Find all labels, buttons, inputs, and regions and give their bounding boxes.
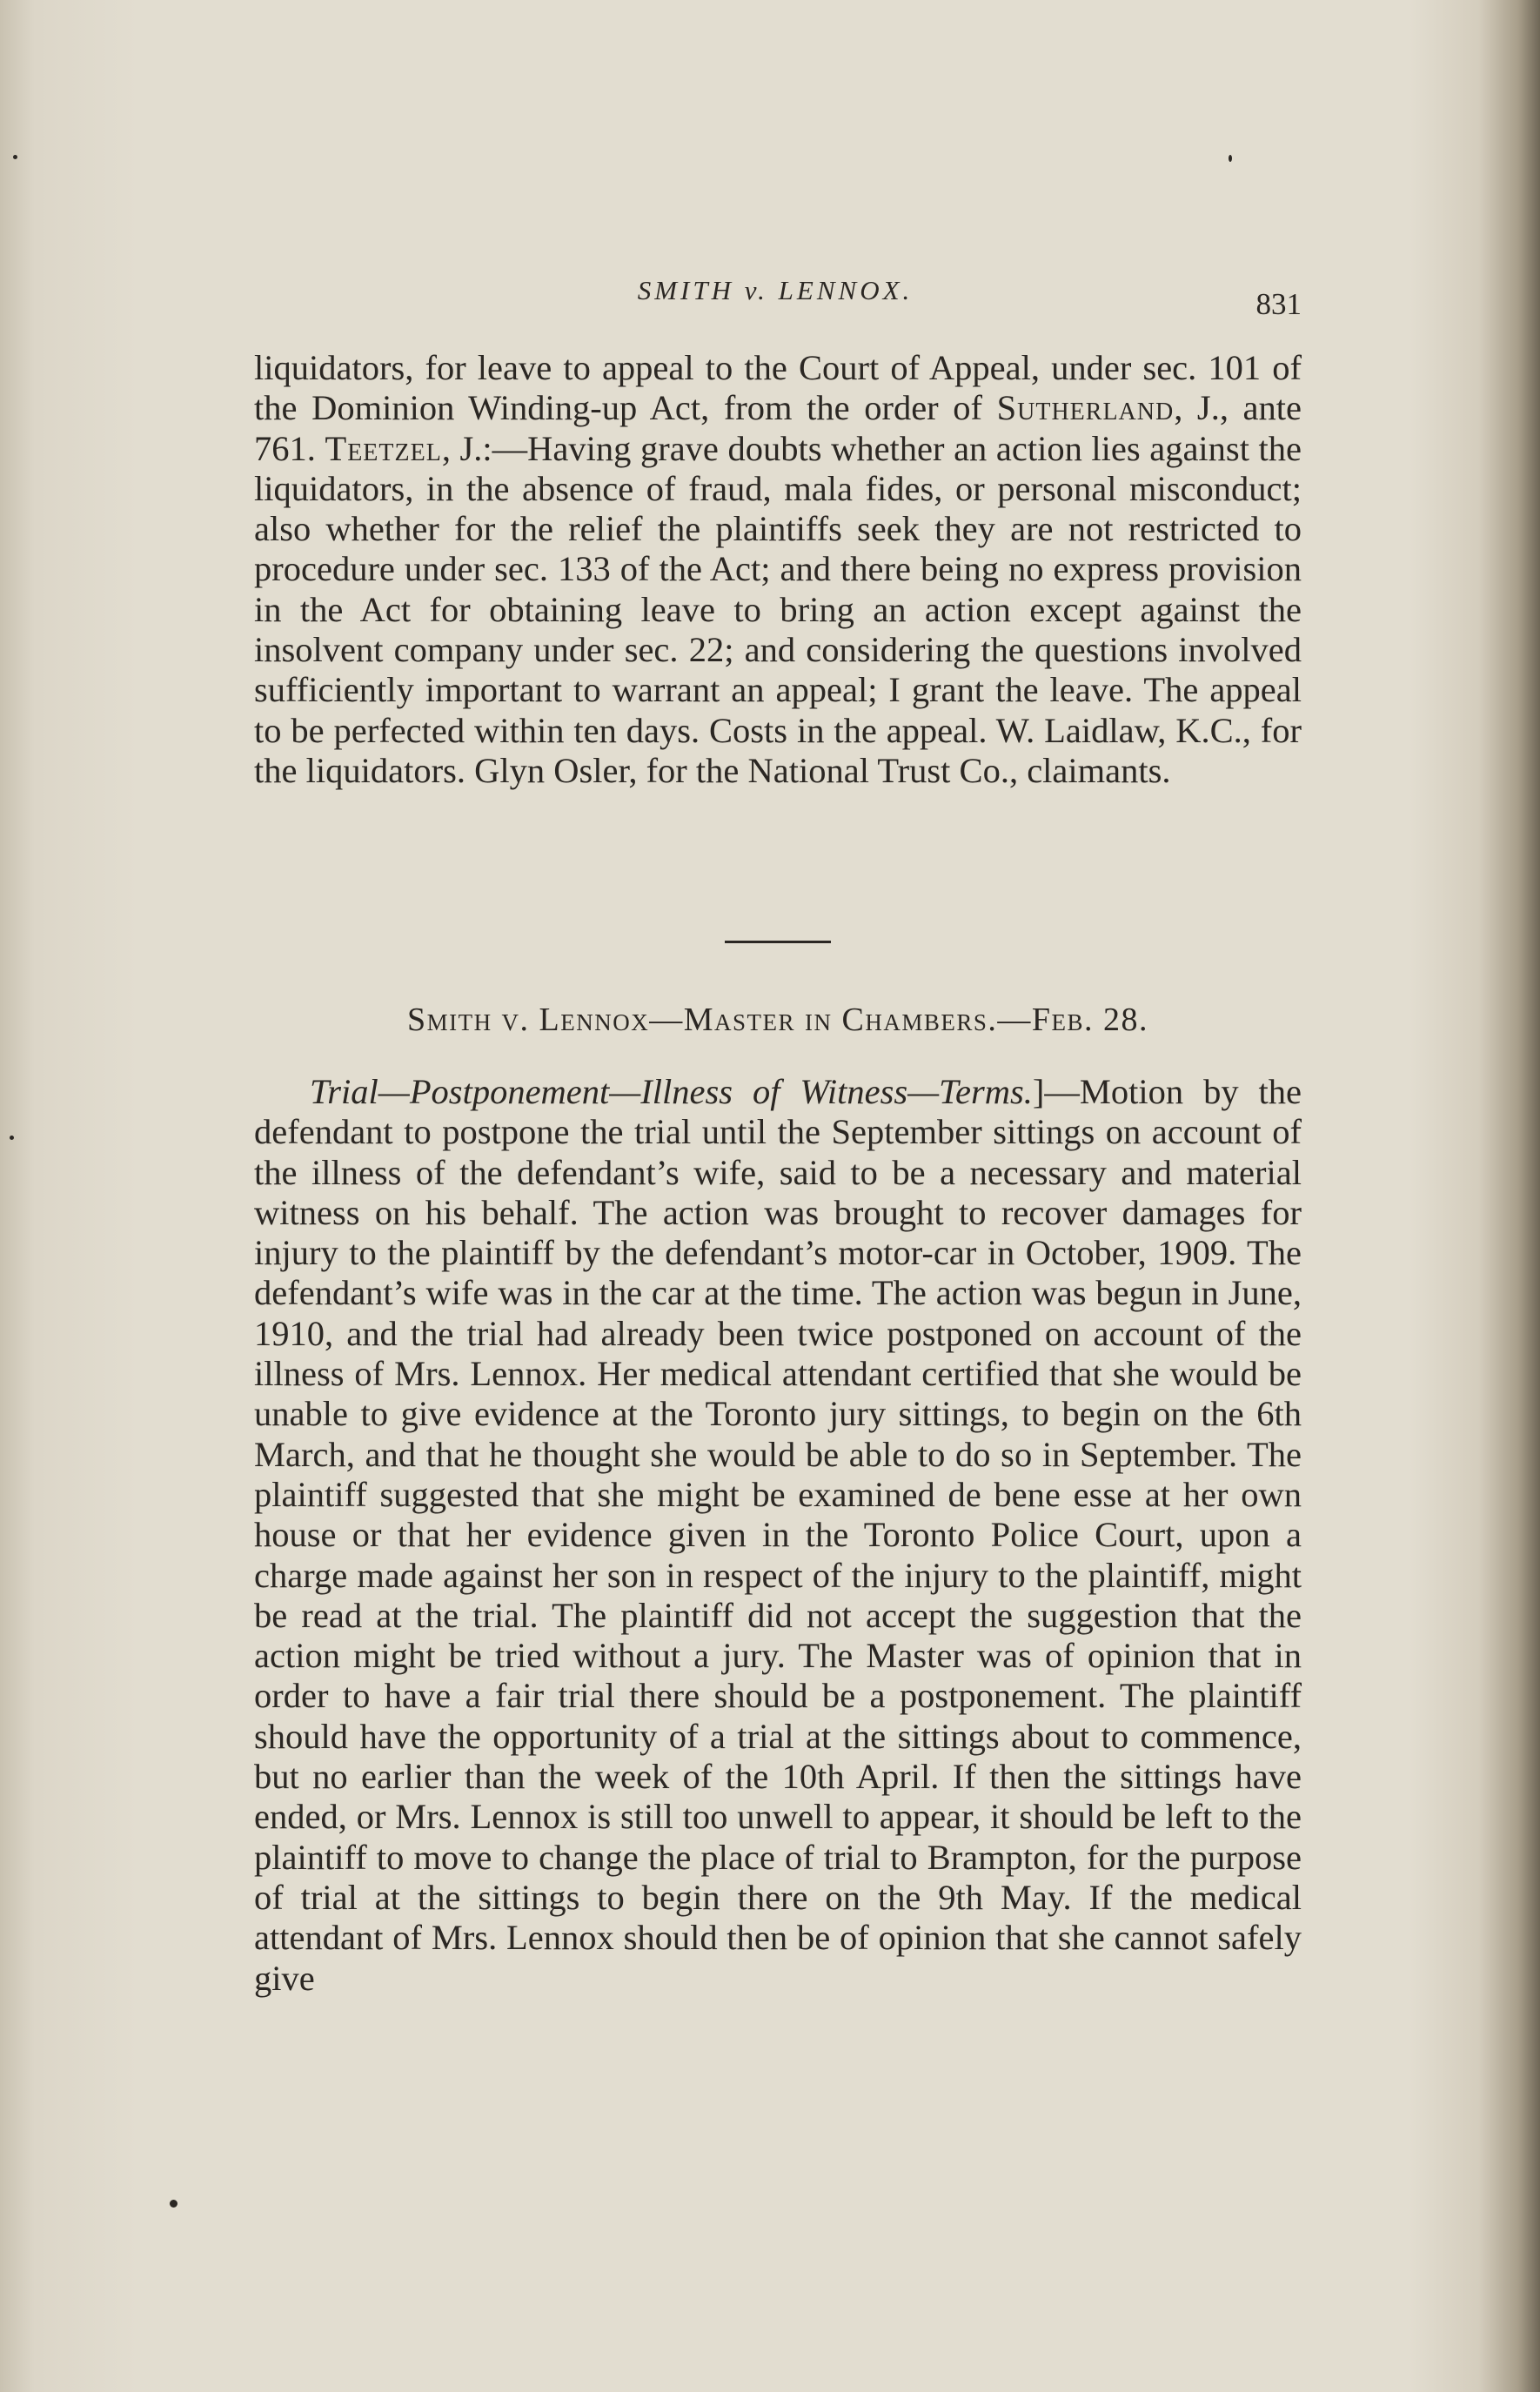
paragraph xyxy=(254,348,1302,791)
judge-name: Teetzel xyxy=(325,428,442,468)
judge-name: Sutherland xyxy=(996,388,1175,428)
page-number: 831 xyxy=(1255,287,1302,321)
paper-speck xyxy=(13,155,17,159)
paper-speck xyxy=(1229,155,1232,162)
paper-speck xyxy=(10,1136,14,1140)
text-run: , J.:—Having grave doubts whether an action lies against the liquidators, in the absence of fraud, mala fides, or personal misconduct; also whether for the relief the plaintiffs seek they are not restricted to procedure under sec. 133 of the Act; and there being no express provision in the Act for obtaining leave to bring an action except against the insolvent company under sec. 22; and considering the questions involved sufficiently important to warrant an appeal; I grant the leave. The appeal to be perfected within ten days. Costs in the appeal. W. Laidlaw, K.C., for the liquidators. Glyn Osler, for the National Trust Co., claimants. xyxy=(254,428,1302,790)
paragraph xyxy=(254,1072,1302,1999)
case-heading: Smith v. Lennox—Master in Chambers.—Feb. 28. xyxy=(406,1002,1149,1038)
text-run: ]—Motion by the defendant to postpone the trial until the September sittings on account of the illness of the defendant’s wife, said to be a necessary and material witness on his behalf. The action was brought to recover damages for injury to the plaintiff by the defendant’s motor-car in October, 1909. The defendant’s wife was in the car at the time. The action was begun in June, 1910, and the trial had already been twice postponed on account of the illness of Mrs. Lennox. Her medical attendant certified that she would be unable to give evidence at the Toronto jury sittings, to begin on the 6th March, and that he thought she would be able to do so in September. The plaintiff suggested that she might be examined de bene esse at her own house or that her evidence given in the Toronto Police Court, upon a charge made against her son in respect of the injury to the plaintiff, might be read at the trial. The plaintiff did not accept the suggestion that the action might be tried without a jury. The Master was of opinion that in order to have a fair trial there should be a postponement. The plaintiff should have the opportunity of a trial at the sittings about to commence, but no earlier than the week of the 10th April. If then the sittings have ended, or Mrs. Lennox is still too unwell to appear, it should be left to the plaintiff to move to change the place of trial to Brampton, for the purpose of trial at the sittings to begin there on the 9th May. If the medical attendant of Mrs. Lennox should then be of opinion that she cannot safely give xyxy=(254,1072,1302,1998)
text-run: liquidators, for leave to appeal to the Court of Appeal, under sec. 101 of the Dominion Winding-up Act, from the order of xyxy=(254,348,1302,428)
running-title: SMITH v. LENNOX. xyxy=(637,275,914,305)
text-run: , J., ante 761. xyxy=(254,388,1302,468)
case-paragraph xyxy=(254,1072,1302,1999)
catchwords: Trial—Postponement—Illness of Witness—Terms. xyxy=(310,1072,1033,1111)
section-divider xyxy=(725,941,831,943)
paper-speck xyxy=(170,2200,177,2208)
running-head xyxy=(249,275,1302,324)
continued-case-paragraph xyxy=(254,348,1302,791)
